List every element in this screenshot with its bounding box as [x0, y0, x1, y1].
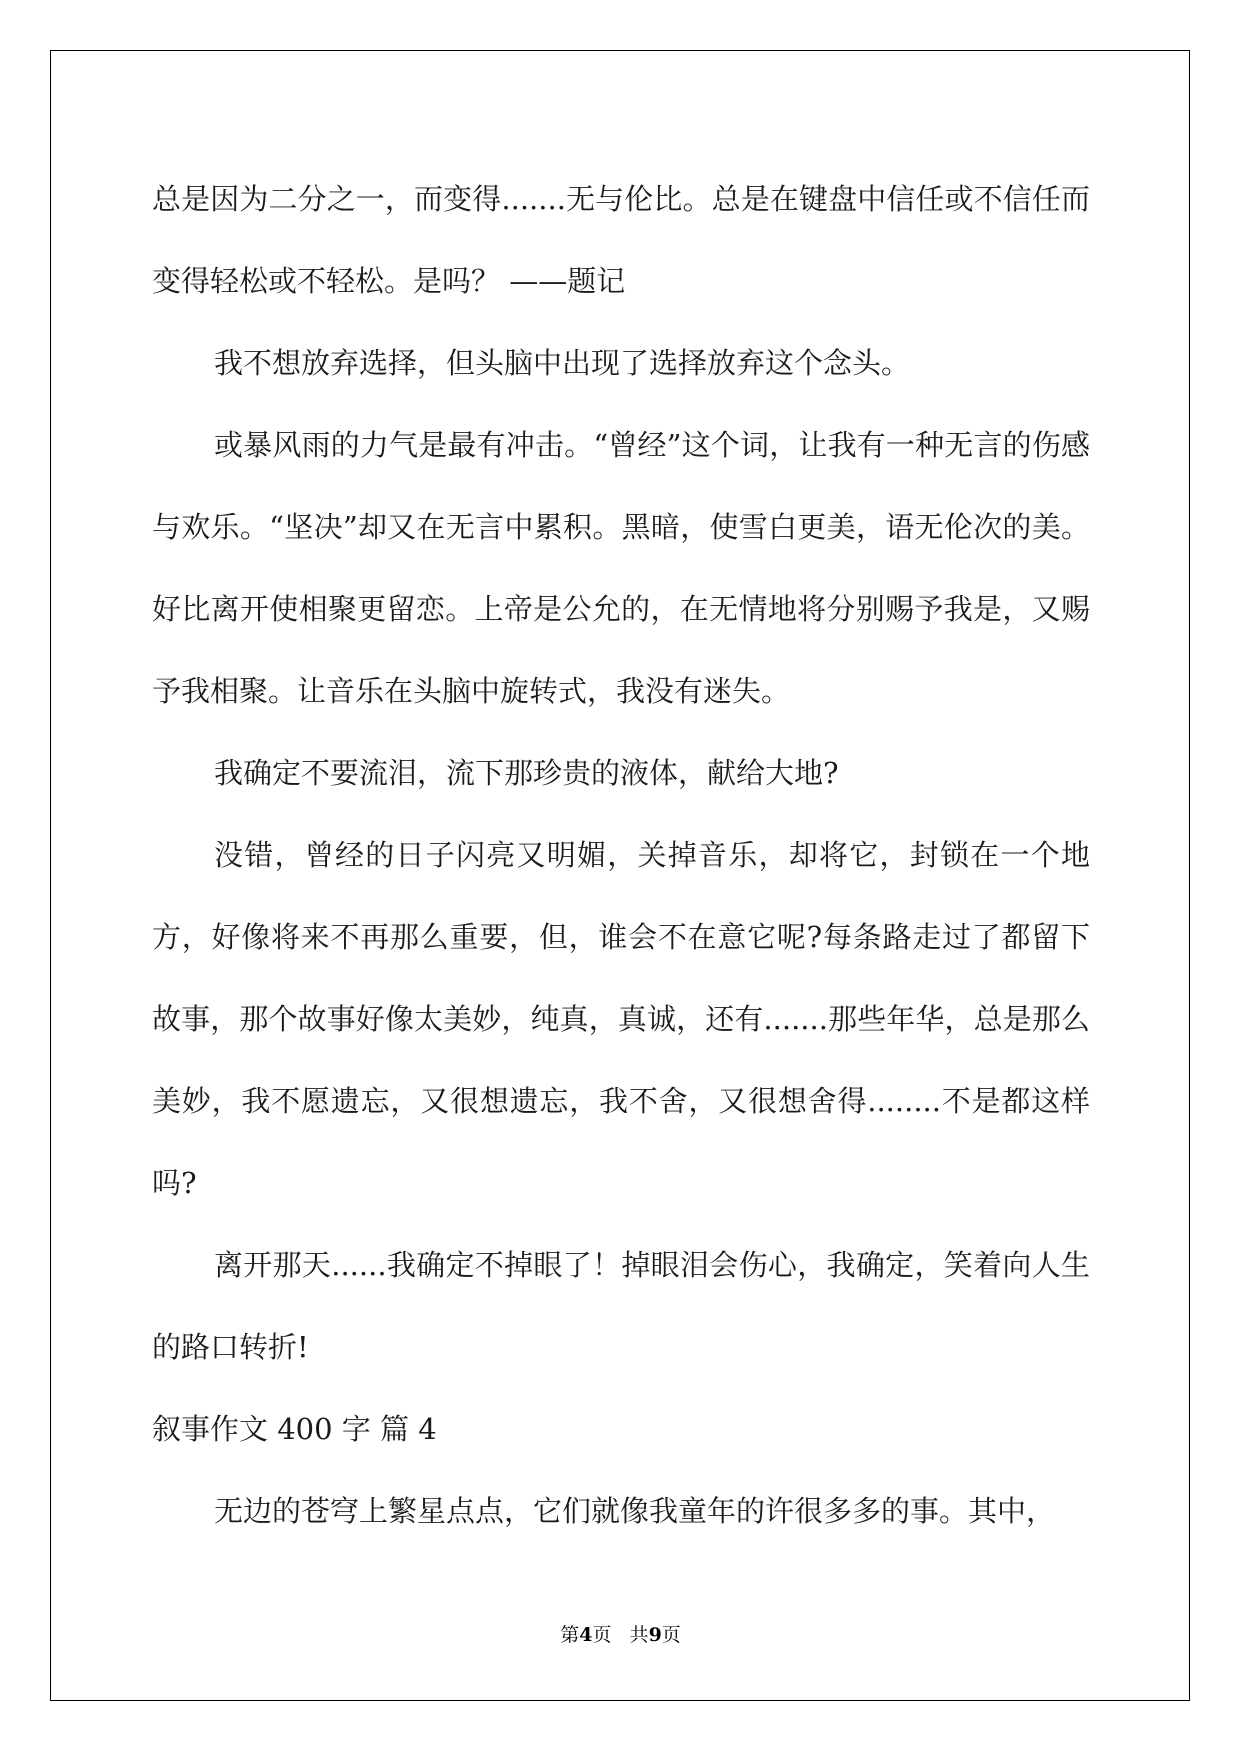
paragraph-4: 我确定不要流泪，流下那珍贵的液体，献给大地?	[214, 756, 839, 790]
paragraph-3: 或暴风雨的力气是最有冲击。“曾经”这个词，让我有一种无言的伤感与欢乐。“坚决”却又在无言中累积。黑暗，使雪白更美，语无伦次的美。好比离开使相聚更留恋。上帝是公允的，在无情地将分别赐予我是，又赐予我相聚。让音乐在头脑中旋转式，我没有迷失。	[152, 428, 1090, 708]
paragraph-6: 离开那天......我确定不掉眼了！掉眼泪会伤心，我确定，笑着向人生的路口转折!	[152, 1248, 1090, 1364]
footer-total-pages: 9	[648, 1624, 662, 1646]
footer-page-number: 4	[579, 1624, 593, 1646]
paragraph-7: 无边的苍穹上繁星点点，它们就像我童年的许很多多的事。其中，	[214, 1494, 1056, 1528]
section-heading: 叙事作文 400 字 篇 4	[152, 1412, 437, 1446]
footer-prefix: 第	[560, 1624, 580, 1646]
footer-suffix: 页	[661, 1624, 681, 1646]
page-footer	[0, 1620, 1241, 1647]
footer-middle: 页 共	[592, 1624, 649, 1646]
paragraph-2: 我不想放弃选择，但头脑中出现了选择放弃这个念头。	[214, 346, 911, 380]
paragraph-1: 总是因为二分之一，而变得.......无与伦比。总是在键盘中信任或不信任而变得轻松或不轻松。是吗？ ——题记	[152, 182, 1090, 298]
paragraph-5: 没错，曾经的日子闪亮又明媚，关掉音乐，却将它，封锁在一个地方，好像将来不再那么重要，但，谁会不在意它呢?每条路走过了都留下故事，那个故事好像太美妙，纯真，真诚，还有.......那些年华，总是那么美妙，我不愿遗忘，又很想遗忘，我不舍，又很想舍得........不是都这样吗?	[152, 838, 1090, 1200]
document-body	[152, 158, 1090, 1552]
